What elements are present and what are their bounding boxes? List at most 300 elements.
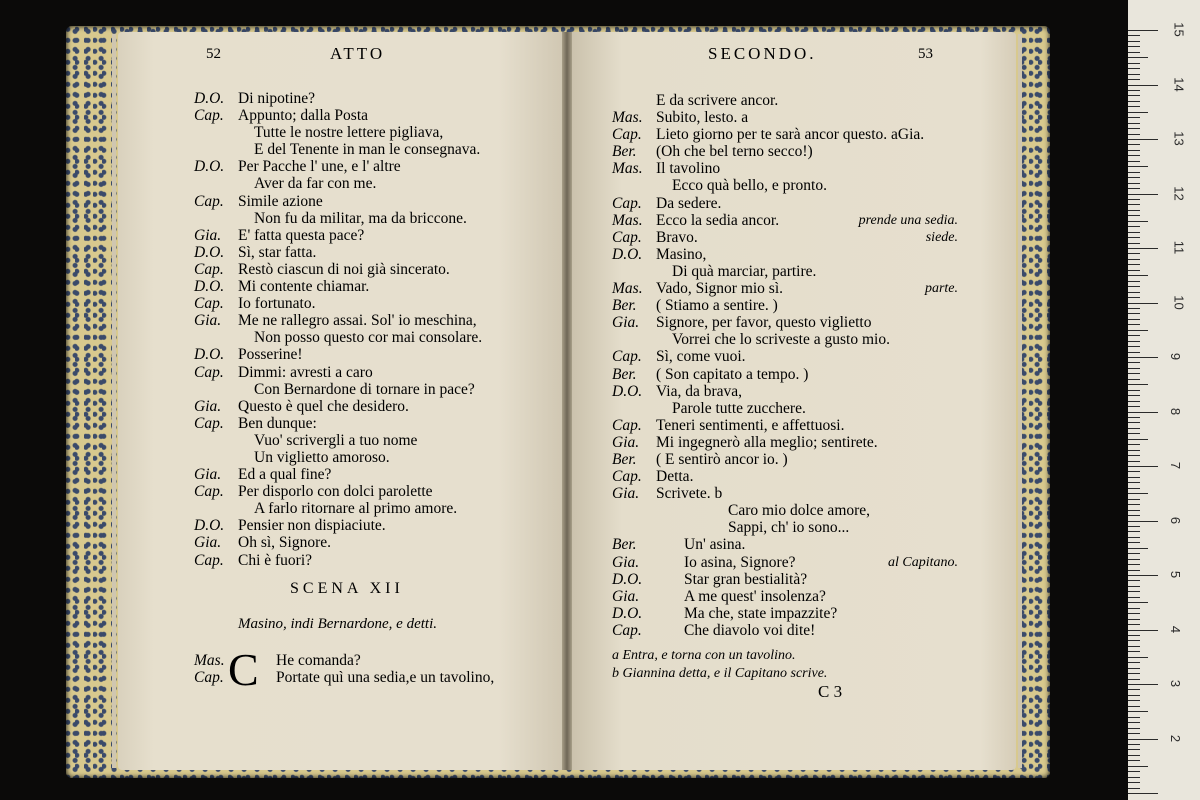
ruler-tick xyxy=(1128,286,1140,287)
text-line xyxy=(612,451,958,468)
text-line xyxy=(194,346,534,363)
line-text: Simile azione xyxy=(238,192,323,210)
ruler-tick xyxy=(1128,433,1140,434)
text-line xyxy=(194,483,534,500)
speaker-label: Cap. xyxy=(612,416,642,434)
speaker-label: D.O. xyxy=(194,90,225,107)
line-text: Ed a qual fine? xyxy=(238,466,332,484)
ruler-label: 4 xyxy=(1168,625,1184,633)
speaker-label: Cap. xyxy=(194,363,224,381)
line-text: Questo è quel che desidero. xyxy=(238,397,409,415)
line-text: Portate quì una sedia,e un tavolino, xyxy=(276,669,495,687)
text-line xyxy=(194,381,534,398)
speaker-label xyxy=(612,331,656,348)
page-edge-right xyxy=(1018,34,1022,768)
text-line xyxy=(194,278,534,295)
speaker-label: Cap. xyxy=(612,126,642,144)
line-text: Vuo' scrivergli a tuo nome xyxy=(254,431,418,449)
line-text: A me quest' insolenza? xyxy=(684,587,826,605)
ruler-tick xyxy=(1128,292,1140,293)
text-line xyxy=(194,90,534,107)
line-text: A farlo ritornare al primo amore. xyxy=(254,500,458,518)
line-text: Appunto; dalla Posta xyxy=(238,107,369,125)
ruler-tick xyxy=(1128,362,1140,363)
speaker-label: Mas. xyxy=(612,109,643,127)
line-text: Chi è fuori? xyxy=(238,551,313,569)
ruler-tick xyxy=(1128,646,1140,647)
text-line xyxy=(194,534,534,551)
book-gutter xyxy=(562,32,572,770)
speaker-label xyxy=(194,381,238,398)
speaker-label: D.O. xyxy=(612,604,643,622)
left-page-number: 52 xyxy=(206,46,221,62)
text-line xyxy=(194,312,534,329)
line-text: Un' asina. xyxy=(684,536,746,554)
ruler-label: 10 xyxy=(1171,294,1187,310)
text-line xyxy=(612,571,958,588)
ruler-tick xyxy=(1128,700,1140,701)
ruler-tick xyxy=(1128,248,1158,249)
line-text: Aver da far con me. xyxy=(254,175,377,193)
ruler-tick xyxy=(1128,161,1140,162)
speaker-label: Cap. xyxy=(194,551,224,569)
ruler-tick xyxy=(1128,144,1140,145)
text-line xyxy=(612,109,958,126)
text-line xyxy=(612,331,958,348)
line-text: Dimmi: avresti a caro xyxy=(238,363,373,381)
speaker-label: Cap. xyxy=(612,621,642,639)
speaker-label: Gia. xyxy=(194,466,222,484)
line-text: ( E sentirò ancor io. ) xyxy=(656,450,788,468)
ruler-tick xyxy=(1128,515,1140,516)
ruler-tick xyxy=(1128,711,1148,712)
speaker-label: Cap. xyxy=(194,192,224,210)
ruler-tick xyxy=(1128,243,1140,244)
text-line xyxy=(612,297,958,314)
speaker-label: D.O. xyxy=(612,382,643,400)
ruler-tick xyxy=(1128,782,1140,783)
line-text: Me ne rallegro assai. Sol' io meschina, xyxy=(238,312,477,330)
ruler-tick xyxy=(1128,123,1140,124)
speaker-label: Cap. xyxy=(194,414,224,432)
ruler-tick xyxy=(1128,651,1140,652)
ruler-tick xyxy=(1128,455,1140,456)
ruler-tick xyxy=(1128,521,1158,522)
right-text-block xyxy=(612,92,958,639)
ruler-tick xyxy=(1128,341,1140,342)
ruler-tick xyxy=(1128,46,1140,47)
ruler-tick xyxy=(1128,580,1140,581)
ruler-tick xyxy=(1128,591,1140,592)
speaker-label xyxy=(612,519,656,536)
speaker-label: Cap. xyxy=(194,260,224,278)
ruler-tick xyxy=(1128,630,1158,631)
ruler-tick xyxy=(1128,30,1158,31)
speaker-label xyxy=(194,500,238,517)
ruler-tick xyxy=(1128,155,1140,156)
scene-subtitle: Masino, indi Bernardone, e detti. xyxy=(238,616,437,632)
ruler-tick xyxy=(1128,134,1140,135)
ruler-tick xyxy=(1128,79,1140,80)
line-text: Via, da brava, xyxy=(656,382,742,400)
ruler-tick xyxy=(1128,766,1148,767)
ruler-tick xyxy=(1128,504,1140,505)
text-line xyxy=(194,669,534,686)
text-line xyxy=(194,193,534,210)
speaker-label: Ber. xyxy=(612,143,637,161)
footnote-a: a Entra, e torna con un tavolino. xyxy=(612,648,796,663)
line-text: Vado, Signor mio sì. xyxy=(656,280,784,298)
ruler-tick xyxy=(1128,303,1158,304)
speaker-label xyxy=(194,175,238,192)
speaker-label: D.O. xyxy=(612,245,643,263)
text-line xyxy=(194,415,534,432)
line-text: Vorrei che lo scriveste a gusto mio. xyxy=(672,331,890,349)
ruler-tick xyxy=(1128,117,1140,118)
ruler-tick xyxy=(1128,106,1140,107)
ruler-tick xyxy=(1128,166,1148,167)
ruler-tick xyxy=(1128,586,1140,587)
ruler-tick xyxy=(1128,35,1140,36)
ruler-tick xyxy=(1128,308,1140,309)
text-line xyxy=(612,622,958,639)
ruler-tick xyxy=(1128,417,1140,418)
text-line xyxy=(612,400,958,417)
line-text: E del Tenente in man le consegnava. xyxy=(254,141,481,159)
ruler-tick xyxy=(1128,63,1140,64)
text-line xyxy=(612,519,958,536)
text-line xyxy=(194,398,534,415)
text-line xyxy=(612,263,958,280)
text-line xyxy=(194,295,534,312)
ruler-tick xyxy=(1128,733,1140,734)
text-line xyxy=(194,329,534,346)
speaker-label: Cap. xyxy=(612,194,642,212)
line-text: ( Stiamo a sentire. ) xyxy=(656,297,778,315)
speaker-label: D.O. xyxy=(194,158,225,176)
ruler-label: 6 xyxy=(1168,516,1184,524)
line-text: Da sedere. xyxy=(656,194,722,212)
text-line xyxy=(194,466,534,483)
left-end-lines xyxy=(194,652,534,686)
ruler-tick xyxy=(1128,793,1158,794)
ruler-label: 9 xyxy=(1168,352,1184,361)
text-line xyxy=(612,160,958,177)
ruler-tick xyxy=(1128,352,1140,353)
speaker-label: Gia. xyxy=(194,226,222,244)
line-text: Ecco la sedia ancor. xyxy=(656,211,780,229)
ruler-tick xyxy=(1128,771,1140,772)
ruler-tick xyxy=(1128,613,1140,614)
ruler-tick xyxy=(1128,673,1140,674)
speaker-label xyxy=(194,124,238,141)
line-text: Subito, lesto. a xyxy=(656,109,749,127)
ruler-tick xyxy=(1128,128,1140,129)
speaker-label: D.O. xyxy=(194,243,225,261)
ruler-tick xyxy=(1128,275,1148,276)
ruler-tick xyxy=(1128,406,1140,407)
text-line xyxy=(612,588,958,605)
text-line xyxy=(612,366,958,383)
ruler-tick xyxy=(1128,461,1140,462)
ruler-tick xyxy=(1128,188,1140,189)
text-line xyxy=(612,314,958,331)
ruler-tick xyxy=(1128,749,1140,750)
ruler-tick xyxy=(1128,722,1140,723)
text-line xyxy=(612,143,958,160)
speaker-label: Mas. xyxy=(612,160,643,178)
ruler-tick xyxy=(1128,684,1158,685)
speaker-label: D.O. xyxy=(194,517,225,535)
line-text: Io asina, Signore? xyxy=(684,553,796,571)
text-line xyxy=(194,210,534,227)
signature-mark: C 3 xyxy=(818,682,843,701)
text-line xyxy=(612,92,958,109)
ruler-tick xyxy=(1128,575,1158,576)
speaker-label: Gia. xyxy=(612,553,640,571)
line-text: Bravo. xyxy=(656,228,698,246)
ruler-tick xyxy=(1128,226,1140,227)
line-text: ( Son capitato a tempo. ) xyxy=(656,365,809,383)
ruler-tick xyxy=(1128,657,1148,658)
ruler-label: 3 xyxy=(1168,679,1184,688)
ruler-tick xyxy=(1128,324,1140,325)
text-line xyxy=(194,244,534,261)
speaker-label: Cap. xyxy=(194,107,224,125)
text-line xyxy=(194,449,534,466)
text-line xyxy=(612,468,958,485)
ruler-tick xyxy=(1128,526,1140,527)
line-text: Signore, per favor, questo viglietto xyxy=(656,314,872,332)
speaker-label: Mas. xyxy=(612,280,643,298)
ruler-label: 8 xyxy=(1168,407,1184,415)
ruler-tick xyxy=(1128,619,1140,620)
stage-direction: prende una sedia. xyxy=(858,212,958,228)
speaker-label: Cap. xyxy=(194,295,224,313)
speaker-label: Gia. xyxy=(194,397,222,415)
line-text: Un viglietto amoroso. xyxy=(254,448,390,466)
ruler-tick xyxy=(1128,640,1140,641)
line-text: Io fortunato. xyxy=(238,295,316,313)
speaker-label: Cap. xyxy=(612,228,642,246)
line-text: Non fu da militar, ma da briccone. xyxy=(254,209,467,227)
ruler-tick xyxy=(1128,281,1140,282)
ruler-tick xyxy=(1128,624,1140,625)
ruler-tick xyxy=(1128,384,1148,385)
ruler-tick xyxy=(1128,608,1140,609)
ruler-tick xyxy=(1128,232,1140,233)
text-line xyxy=(194,141,534,158)
scene-title: SCENA XII xyxy=(290,580,404,597)
left-text-block xyxy=(194,90,534,569)
ruler-tick xyxy=(1128,689,1140,690)
ruler-tick xyxy=(1128,253,1140,254)
ruler-tick xyxy=(1128,335,1140,336)
ruler-label: 11 xyxy=(1171,240,1187,255)
line-text: Caro mio dolce amore, xyxy=(728,502,871,520)
stage-direction: parte. xyxy=(924,281,958,297)
ruler-label: 7 xyxy=(1168,461,1184,470)
footnote-b: b Giannina detta, e il Capitano scrive. xyxy=(612,666,828,681)
text-line xyxy=(612,536,958,553)
ruler-tick xyxy=(1128,706,1140,707)
ruler-tick xyxy=(1128,259,1140,260)
ruler-tick xyxy=(1128,542,1140,543)
speaker-label: Gia. xyxy=(612,433,640,451)
ruler-tick xyxy=(1128,477,1140,478)
speaker-label xyxy=(612,263,656,280)
text-line xyxy=(612,485,958,502)
text-line xyxy=(194,652,534,669)
ruler-tick xyxy=(1128,668,1140,669)
ruler-tick xyxy=(1128,422,1140,423)
line-text: Per disporlo con dolci parolette xyxy=(238,483,433,501)
line-text: Oh sì, Signore. xyxy=(238,534,331,552)
text-line xyxy=(194,500,534,517)
speaker-label: Cap. xyxy=(612,348,642,366)
ruler-tick xyxy=(1128,221,1148,222)
right-running-head: SECONDO. xyxy=(708,44,817,63)
speaker-label: Gia. xyxy=(194,534,222,552)
ruler-tick xyxy=(1128,357,1158,358)
speaker-label: Ber. xyxy=(612,536,637,554)
speaker-label xyxy=(194,210,238,227)
speaker-label: D.O. xyxy=(194,278,225,296)
text-line xyxy=(612,280,958,297)
ruler-tick xyxy=(1128,602,1148,603)
line-text: (Oh che bel terno secco!) xyxy=(656,143,813,161)
speaker-label: Gia. xyxy=(612,587,640,605)
ruler-tick xyxy=(1128,466,1158,467)
ruler-tick xyxy=(1128,717,1140,718)
ruler-tick xyxy=(1128,559,1140,560)
text-line xyxy=(194,124,534,141)
line-text: Posserine! xyxy=(238,346,303,364)
ruler-tick xyxy=(1128,390,1140,391)
line-text: Ben dunque: xyxy=(238,414,317,432)
speaker-label: Cap. xyxy=(194,483,224,501)
ruler-tick xyxy=(1128,210,1140,211)
measuring-ruler xyxy=(1128,0,1200,800)
speaker-label: Gia. xyxy=(612,314,640,332)
line-text: Il tavolino xyxy=(656,160,721,178)
ruler-tick xyxy=(1128,401,1140,402)
line-text: Non posso questo cor mai consolare. xyxy=(254,329,483,347)
text-line xyxy=(194,261,534,278)
ruler-tick xyxy=(1128,194,1158,195)
speaker-label xyxy=(194,141,238,158)
ruler-tick xyxy=(1128,493,1148,494)
line-text: Parole tutte zucchere. xyxy=(672,399,806,417)
line-text: Pensier non dispiaciute. xyxy=(238,517,386,535)
ruler-tick xyxy=(1128,428,1140,429)
speaker-label: Cap. xyxy=(612,468,642,486)
speaker-label: Gia. xyxy=(194,312,222,330)
speaker-label: Gia. xyxy=(612,485,640,503)
ruler-tick xyxy=(1128,57,1148,58)
ruler-tick xyxy=(1128,537,1140,538)
line-text: Mi ingegnerò alla meglio; sentirete. xyxy=(656,433,878,451)
ruler-label: 12 xyxy=(1171,185,1187,201)
line-text: Scrivete. b xyxy=(656,485,723,503)
ruler-tick xyxy=(1128,482,1140,483)
line-text: Mi contente chiamar. xyxy=(238,278,370,296)
ruler-tick xyxy=(1128,412,1158,413)
line-text: Ma che, state impazzite? xyxy=(684,604,838,622)
ruler-label: 5 xyxy=(1168,570,1184,579)
text-line xyxy=(612,502,958,519)
line-text: Di quà marciar, partire. xyxy=(672,262,817,280)
ruler-tick xyxy=(1128,553,1140,554)
ruler-tick xyxy=(1128,270,1140,271)
speaker-label xyxy=(612,177,656,194)
ruler-tick xyxy=(1128,548,1148,549)
ruler-tick xyxy=(1128,101,1140,102)
speaker-label: Mas. xyxy=(612,211,643,229)
speaker-label: Ber. xyxy=(612,297,637,315)
line-text: Tutte le nostre lettere pigliava, xyxy=(254,124,444,142)
text-line xyxy=(612,177,958,194)
text-line xyxy=(194,364,534,381)
line-text: Sappi, ch' io sono... xyxy=(728,519,850,537)
ruler-tick xyxy=(1128,379,1140,380)
ruler-tick xyxy=(1128,499,1140,500)
drop-cap: C xyxy=(228,644,259,695)
stage-direction: siede. xyxy=(925,229,958,245)
line-text: Detta. xyxy=(656,468,694,486)
ruler-tick xyxy=(1128,95,1140,96)
ruler-label: 13 xyxy=(1171,131,1187,146)
text-line xyxy=(194,107,534,124)
ruler-tick xyxy=(1128,313,1140,314)
ruler-tick xyxy=(1128,215,1140,216)
ruler-tick xyxy=(1128,237,1140,238)
ruler-tick xyxy=(1128,739,1158,740)
ruler-tick xyxy=(1128,74,1140,75)
line-text: He comanda? xyxy=(276,652,361,669)
line-text: Sì, star fatta. xyxy=(238,243,317,261)
line-text: Che diavolo voi dite! xyxy=(684,621,816,639)
ruler-tick xyxy=(1128,204,1140,205)
ruler-tick xyxy=(1128,150,1140,151)
ruler-label: 2 xyxy=(1168,734,1184,742)
ruler-tick xyxy=(1128,52,1140,53)
line-text: Ecco quà bello, e pronto. xyxy=(672,177,827,195)
ruler-tick xyxy=(1128,199,1140,200)
text-line xyxy=(194,517,534,534)
speaker-label: D.O. xyxy=(194,346,225,364)
line-text: Con Bernardone di tornare in pace? xyxy=(254,380,475,398)
line-text: Sì, come vuoi. xyxy=(656,348,746,366)
ruler-tick xyxy=(1128,139,1158,140)
ruler-tick xyxy=(1128,788,1140,789)
ruler-tick xyxy=(1128,41,1140,42)
text-line xyxy=(612,195,958,212)
text-line xyxy=(194,158,534,175)
page-edge-left xyxy=(112,34,116,768)
ruler-tick xyxy=(1128,728,1140,729)
text-line xyxy=(194,432,534,449)
line-text: E' fatta questa pace? xyxy=(238,226,365,244)
speaker-label xyxy=(612,92,656,109)
text-line xyxy=(194,227,534,244)
line-text: Restò ciascun di noi già sincerato. xyxy=(238,260,450,278)
speaker-label xyxy=(612,400,656,417)
text-line xyxy=(612,212,958,229)
ruler-tick xyxy=(1128,564,1140,565)
ruler-tick xyxy=(1128,330,1148,331)
ruler-tick xyxy=(1128,679,1140,680)
